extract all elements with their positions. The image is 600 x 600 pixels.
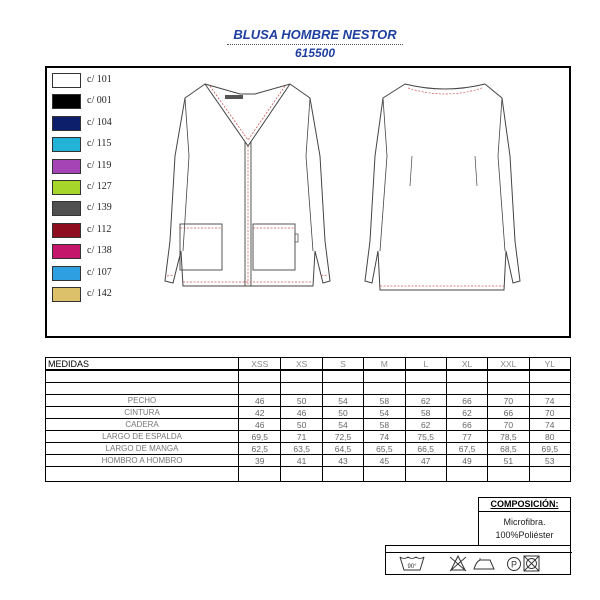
- measurement-value: 51: [488, 455, 529, 467]
- measurement-value: 54: [322, 419, 363, 431]
- measurement-value: 74: [364, 431, 405, 443]
- measurement-value: 62: [405, 419, 446, 431]
- measurement-name: LARGO DE MANGA: [46, 443, 239, 455]
- empty-cell: [529, 467, 570, 482]
- empty-cell: [46, 370, 239, 383]
- table-row: [46, 455, 571, 467]
- measurement-value: 45: [364, 455, 405, 467]
- empty-cell: [446, 467, 487, 482]
- color-swatch-row: [52, 223, 142, 239]
- empty-cell: [322, 383, 363, 395]
- measurement-value: 65,5: [364, 443, 405, 455]
- measurement-value: 66: [488, 407, 529, 419]
- color-swatch-row: [52, 287, 142, 303]
- color-swatch-row: [52, 201, 142, 217]
- measurement-value: 66: [446, 419, 487, 431]
- measurement-value: 46: [239, 395, 281, 407]
- size-header: YL: [529, 358, 570, 371]
- no-tumble-dry-icon: [524, 556, 539, 571]
- color-code-label: c/ 112: [87, 223, 112, 235]
- color-swatch: [52, 116, 81, 131]
- measurement-value: 46: [281, 407, 322, 419]
- empty-cell: [446, 370, 487, 383]
- empty-cell: [488, 467, 529, 482]
- size-header: M: [364, 358, 405, 371]
- measurement-value: 62: [446, 407, 487, 419]
- measurement-name: LARGO DE ESPALDA: [46, 431, 239, 443]
- measurement-value: 66,5: [405, 443, 446, 455]
- empty-cell: [488, 370, 529, 383]
- document-title-block: [215, 28, 415, 60]
- color-code-label: c/ 138: [87, 245, 112, 257]
- color-code-label: c/ 101: [87, 74, 112, 85]
- composition-line-1: Microfibra.: [503, 517, 546, 527]
- color-code-label: c/ 104: [87, 116, 112, 128]
- measurements-header-label: MEDIDAS: [46, 358, 239, 371]
- measurement-value: 58: [405, 407, 446, 419]
- color-code-label: c/ 115: [87, 138, 112, 150]
- size-header: S: [322, 358, 363, 371]
- empty-row: [46, 467, 571, 482]
- measurement-value: 74: [529, 395, 570, 407]
- empty-cell: [322, 370, 363, 383]
- measurement-value: 50: [281, 419, 322, 431]
- measurement-value: 67,5: [446, 443, 487, 455]
- measurement-value: 66: [446, 395, 487, 407]
- color-swatch-row: [52, 73, 142, 89]
- wash-90-icon: [400, 557, 424, 570]
- measurement-value: 68,5: [488, 443, 529, 455]
- measurement-value: 74: [529, 419, 570, 431]
- empty-cell: [529, 383, 570, 395]
- color-swatch: [52, 137, 81, 152]
- measurement-value: 58: [364, 419, 405, 431]
- empty-cell: [239, 370, 281, 383]
- measurement-value: 63,5: [281, 443, 322, 455]
- size-header: XS: [281, 358, 322, 371]
- color-swatch: [52, 159, 81, 174]
- composition-heading: COMPOSICIÓN:: [479, 498, 570, 512]
- size-header: XL: [446, 358, 487, 371]
- measurement-value: 80: [529, 431, 570, 443]
- measurements-table: [45, 357, 571, 482]
- measurement-value: 49: [446, 455, 487, 467]
- composition-box: [478, 497, 571, 546]
- measurement-value: 64,5: [322, 443, 363, 455]
- svg-text:P: P: [510, 559, 518, 570]
- measurement-value: 62,5: [239, 443, 281, 455]
- dry-clean-p-icon: [508, 558, 521, 571]
- color-swatch-row: [52, 266, 142, 282]
- color-swatch: [52, 223, 81, 238]
- color-swatch: [52, 180, 81, 195]
- measurement-value: 54: [364, 407, 405, 419]
- color-swatch-row: [52, 244, 142, 260]
- empty-cell: [281, 383, 322, 395]
- empty-cell: [364, 383, 405, 395]
- table-row: [46, 431, 571, 443]
- measurement-value: 39: [239, 455, 281, 467]
- table-row: [46, 407, 571, 419]
- measurement-value: 53: [529, 455, 570, 467]
- color-code-label: c/ 107: [87, 266, 112, 278]
- measurement-value: 50: [322, 407, 363, 419]
- color-code-label: c/ 139: [87, 202, 112, 214]
- empty-cell: [46, 467, 239, 482]
- measurement-value: 41: [281, 455, 322, 467]
- color-swatch-row: [52, 180, 142, 196]
- wash-temp-label: 90°: [407, 564, 417, 570]
- table-row: [46, 395, 571, 407]
- empty-cell: [446, 383, 487, 395]
- front-view-drawing: [145, 76, 350, 306]
- measurement-value: 46: [239, 419, 281, 431]
- table-row: [46, 419, 571, 431]
- color-code-label: c/ 001: [87, 95, 112, 107]
- empty-cell: [405, 467, 446, 482]
- color-swatch-row: [52, 94, 142, 110]
- measurement-value: 72,5: [322, 431, 363, 443]
- measurement-value: 62: [405, 395, 446, 407]
- color-swatch: [52, 287, 81, 302]
- measurement-value: 70: [488, 395, 529, 407]
- product-title: BLUSA HOMBRE NESTOR: [233, 27, 397, 42]
- empty-cell: [322, 467, 363, 482]
- color-swatch: [52, 244, 81, 259]
- measurement-value: 70: [488, 419, 529, 431]
- size-header-row: [46, 358, 571, 371]
- empty-cell: [239, 383, 281, 395]
- color-swatch-list: [52, 73, 142, 308]
- measurement-value: 43: [322, 455, 363, 467]
- measurement-value: 69,5: [529, 443, 570, 455]
- measurement-value: 69,5: [239, 431, 281, 443]
- color-swatch-row: [52, 137, 142, 153]
- size-header: XXL: [488, 358, 529, 371]
- measurement-value: 42: [239, 407, 281, 419]
- measurement-value: 75,5: [405, 431, 446, 443]
- measurement-value: 50: [281, 395, 322, 407]
- measurement-name: CINTURA: [46, 407, 239, 419]
- no-bleach-icon: [450, 556, 466, 571]
- table-row: [46, 443, 571, 455]
- size-header: XSS: [239, 358, 281, 371]
- color-swatch: [52, 73, 81, 88]
- iron-icon: [474, 558, 494, 569]
- empty-cell: [488, 383, 529, 395]
- color-swatch-row: [52, 116, 142, 132]
- empty-cell: [405, 383, 446, 395]
- title-dotted-underline: [227, 42, 403, 45]
- empty-cell: [281, 370, 322, 383]
- measurement-name: HOMBRO A HOMBRO: [46, 455, 239, 467]
- composition-line-2: 100%Poliéster: [495, 530, 554, 540]
- color-swatch-row: [52, 159, 142, 175]
- product-code: 615500: [294, 46, 336, 60]
- care-symbols-box: [385, 545, 571, 575]
- empty-cell: [46, 383, 239, 395]
- back-view-drawing: [350, 76, 535, 306]
- empty-cell: [405, 370, 446, 383]
- measurement-value: 58: [364, 395, 405, 407]
- empty-cell: [529, 370, 570, 383]
- color-swatch: [52, 201, 81, 216]
- empty-cell: [281, 467, 322, 482]
- empty-row: [46, 383, 571, 395]
- measurement-name: CADERA: [46, 419, 239, 431]
- measurement-value: 71: [281, 431, 322, 443]
- size-header: L: [405, 358, 446, 371]
- color-swatch: [52, 94, 81, 109]
- empty-cell: [239, 467, 281, 482]
- measurement-value: 70: [529, 407, 570, 419]
- empty-cell: [364, 467, 405, 482]
- measurement-value: 54: [322, 395, 363, 407]
- color-swatch: [52, 266, 81, 281]
- color-code-label: c/ 119: [87, 159, 112, 171]
- measurement-value: 47: [405, 455, 446, 467]
- color-code-label: c/ 142: [87, 287, 112, 299]
- measurement-value: 77: [446, 431, 487, 443]
- measurement-name: PECHO: [46, 395, 239, 407]
- measurement-value: 78,5: [488, 431, 529, 443]
- empty-cell: [364, 370, 405, 383]
- color-code-label: c/ 127: [87, 180, 112, 192]
- empty-row: [46, 370, 571, 383]
